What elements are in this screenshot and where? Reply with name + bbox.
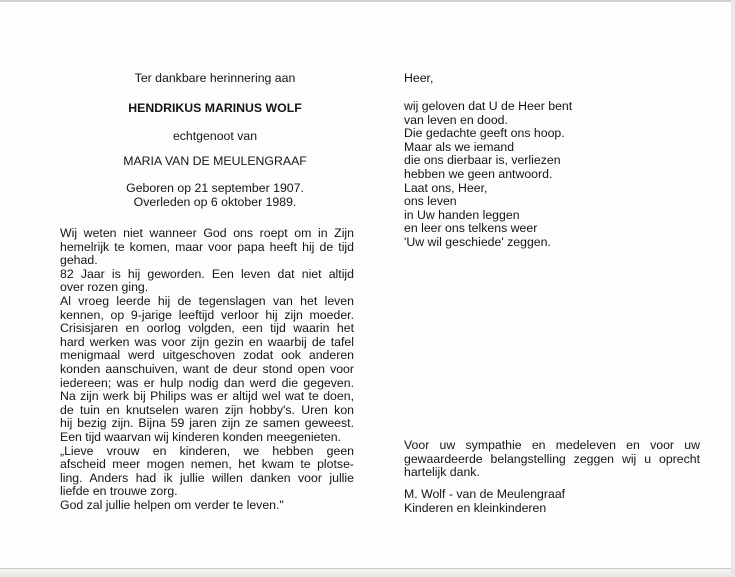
body-line: iedereen; was er hulp nodig dan werd die gegeven. [60,375,354,390]
poem-line: wij geloven dat U de Heer bent [404,99,573,113]
family-line: Kinderen en kleinkinderen [404,500,547,515]
body-line: de tuin en knutselen waren zijn hobby's. Uren kon [60,402,354,417]
body-line: Al vroeg leerde hij de tegenslagen van het leven [60,293,354,308]
death-date: Overleden op 6 oktober 1989. [133,195,297,209]
body-line: konden aanschuiven, want de deur stond open voor [60,361,354,376]
right-panel [404,71,704,249]
poem [404,100,572,250]
bottom-edge [0,569,735,577]
top-border [0,0,735,2]
signature: M. Wolf - van de Meulengraaf [404,487,566,501]
poem-line: in Uw handen leggen [404,207,520,222]
body-line: gehad. [60,253,98,268]
signature-block [404,488,565,515]
poem-line: ons leven [404,194,457,209]
poem-line: hebben we geen antwoord. [404,166,553,181]
body-line: menigmaal werd uitgeschoven zodat ook anderen [60,348,354,363]
body-line: hij bezig zijn. Bijna 59 jaren zijn ze samen geweest. [60,416,354,431]
body-line: „Lieve vrouw en kinderen, we hebben geen [60,443,354,458]
body-line: hard werken was voor zijn gezin en waarbij de tafel [60,334,354,349]
spouse-label: echtgenoot van [172,129,258,143]
poem-line: Maar als we iemand [404,139,515,154]
poem-line: die ons dierbaar is, verliezen [404,153,561,168]
spouse-name: MARIA VAN DE MEULENGRAAF [123,154,307,168]
poem-line: en leer ons telkens weer [404,221,538,236]
body-line: Na zijn werk bij Philips was er altijd wel wat te doen, [60,389,354,404]
body-line: over rozen ging. [60,280,149,295]
body-line: afscheid meer mogen nemen, het kwam te plotse- [60,457,354,472]
thanks-line: hartelijk dank. [404,465,480,480]
poem-line: Laat ons, Heer, [404,180,488,195]
thanks-line: Voor uw sympathie en medeleven en voor uw [404,438,700,452]
body-line: Wij weten niet wanneer God ons roept om in Zijn [60,226,354,240]
intro-text: Ter dankbare herinnering aan [134,71,296,85]
body-line: Crisisjaren en oorlog volgden, een tijd waarin het [60,321,354,336]
poem-line: 'Uw wil geschiede' zeggen. [404,234,551,249]
body-line: hemelrijk te komen, maar voor papa heeft hij de tijd [60,239,354,254]
thanks-line: gewaardeerde belangstelling zeggen wij u oprecht [404,451,700,466]
thanks-text [404,439,700,480]
body-line: liefde en trouwe zorg. [60,484,178,499]
poem-greeting: Heer, [404,71,434,85]
body-line: kennen, op 9-jarige leeftijd verloor hij zijn moeder. [60,307,354,322]
biography-text [60,227,354,512]
deceased-name: HENDRIKUS MARINUS WOLF [128,101,302,115]
poem-line: Die gedachte geeft ons hoop. [404,126,565,141]
body-line: 82 Jaar is hij geworden. Een leven dat niet altijd [60,266,354,281]
poem-line: van leven en dood. [404,112,508,127]
right-edge [731,0,735,577]
body-line: ling. Anders had ik jullie willen danken voor jullie [60,470,354,485]
birth-date: Geboren op 21 september 1907. [126,181,304,195]
body-line: Een tijd waarvan wij kinderen konden meegenieten. [60,429,341,444]
body-line: God zal jullie helpen om verder te leven." [60,497,284,512]
